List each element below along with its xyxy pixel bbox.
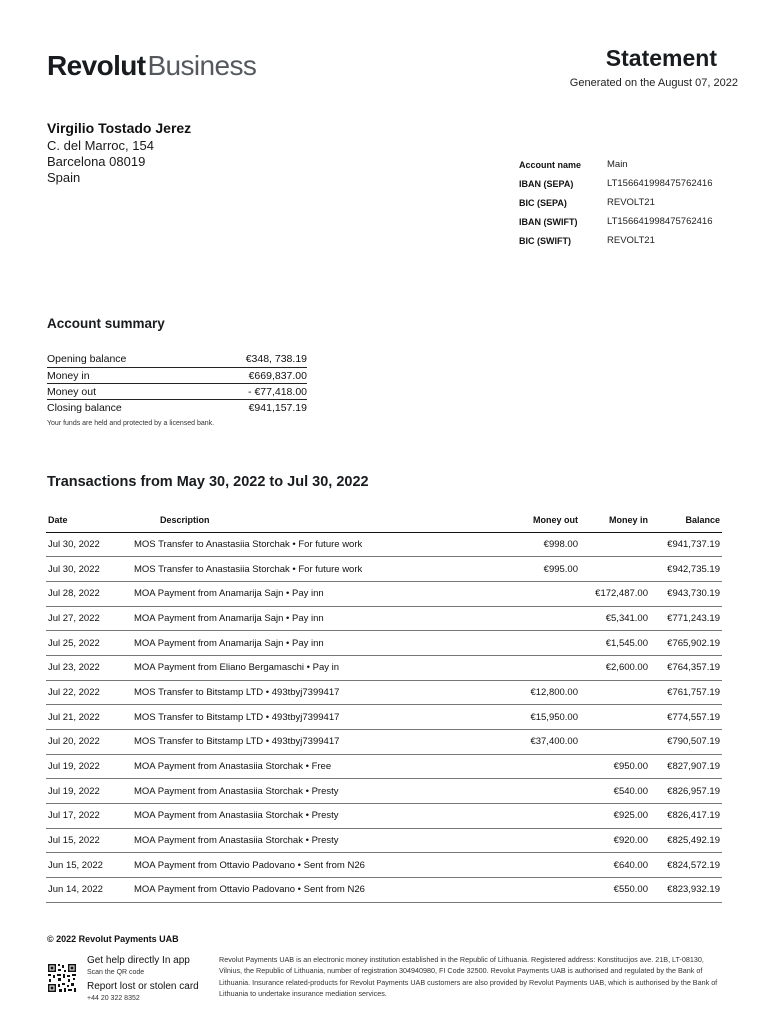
table-row (46, 532, 722, 557)
table-row (46, 853, 722, 878)
transaction-money-out: €998.00 (434, 532, 580, 557)
summary-label: Money out (47, 385, 97, 398)
transaction-money-in: €2,600.00 (580, 655, 650, 680)
transaction-balance: €774,557.19 (650, 705, 722, 730)
transaction-description: MOS Transfer to Anastasiia Storchak • For future work (134, 532, 434, 557)
account-detail-row (519, 155, 749, 174)
transaction-date: Jul 22, 2022 (46, 680, 134, 705)
transaction-money-in: €550.00 (580, 878, 650, 903)
report-card-text: Report lost or stolen card (87, 981, 199, 992)
transactions-table (46, 508, 722, 903)
transaction-date: Jul 30, 2022 (46, 557, 134, 582)
table-row (46, 557, 722, 582)
transaction-description: MOA Payment from Anastasiia Storchak • Presty (134, 828, 434, 853)
summary-value: €941,157.19 (248, 402, 307, 414)
transaction-balance: €827,907.19 (650, 754, 722, 779)
holder-name: Virgilio Tostado Jerez (47, 120, 192, 136)
transaction-money-in: €5,341.00 (580, 606, 650, 631)
transaction-money-out (434, 804, 580, 829)
summary-row-closing (47, 400, 307, 416)
page-title: Statement (605, 45, 717, 71)
transaction-money-in: €925.00 (580, 804, 650, 829)
detail-value: REVOLT21 (607, 197, 655, 208)
revolut-business-logo (47, 50, 256, 82)
transaction-money-out (434, 853, 580, 878)
transaction-date: Jul 27, 2022 (46, 606, 134, 631)
transaction-money-out: €37,400.00 (434, 730, 580, 755)
transaction-date: Jul 20, 2022 (46, 730, 134, 755)
detail-label: Account name (519, 159, 582, 170)
logo-main: Revolut (47, 50, 146, 81)
transaction-description: MOA Payment from Ottavio Padovano • Sent from N26 (134, 878, 434, 903)
table-row (46, 581, 722, 606)
column-header-description: Description (134, 508, 434, 532)
transaction-description: MOS Transfer to Bitstamp LTD • 493tbyj7399417 (134, 705, 434, 730)
transaction-money-in: €1,545.00 (580, 631, 650, 656)
account-summary-table (47, 350, 307, 416)
summary-row-opening (47, 350, 307, 368)
transaction-money-in (580, 557, 650, 582)
transaction-balance: €823,932.19 (650, 878, 722, 903)
transaction-balance: €824,572.19 (650, 853, 722, 878)
column-header-balance: Balance (650, 508, 722, 532)
transaction-description: MOA Payment from Ottavio Padovano • Sent from N26 (134, 853, 434, 878)
transaction-balance: €825,492.19 (650, 828, 722, 853)
transaction-money-in: €172,487.00 (580, 581, 650, 606)
address-line: Barcelona 08019 (47, 154, 146, 169)
scan-qr-text: Scan the QR code (87, 969, 145, 976)
summary-label: Money in (47, 369, 90, 382)
transaction-description: MOA Payment from Anastasiia Storchak • Presty (134, 804, 434, 829)
transaction-balance: €941,737.19 (650, 532, 722, 557)
transaction-date: Jul 19, 2022 (46, 754, 134, 779)
detail-value: LT156641998475762416 (607, 216, 713, 227)
table-row (46, 828, 722, 853)
summary-label: Closing balance (47, 402, 122, 414)
help-text: Get help directly In app (87, 955, 190, 966)
transaction-description: MOA Payment from Anamarija Sajn • Pay inn (134, 606, 434, 631)
transaction-balance: €790,507.19 (650, 730, 722, 755)
table-row (46, 655, 722, 680)
table-row (46, 680, 722, 705)
copyright: © 2022 Revolut Payments UAB (47, 934, 179, 944)
table-row (46, 631, 722, 656)
detail-label: IBAN (SWIFT) (519, 216, 578, 227)
transaction-date: Jul 23, 2022 (46, 655, 134, 680)
transaction-money-out (434, 655, 580, 680)
summary-value: €669,837.00 (248, 369, 307, 382)
transaction-money-out: €12,800.00 (434, 680, 580, 705)
detail-label: IBAN (SEPA) (519, 178, 574, 189)
account-detail-row (519, 193, 749, 212)
transaction-date: Jul 19, 2022 (46, 779, 134, 804)
transaction-balance: €826,417.19 (650, 804, 722, 829)
transaction-money-out (434, 606, 580, 631)
detail-value: REVOLT21 (607, 235, 655, 246)
table-row (46, 878, 722, 903)
transaction-money-in (580, 532, 650, 557)
transaction-balance: €943,730.19 (650, 581, 722, 606)
address-line: C. del Marroc, 154 (47, 138, 154, 153)
account-detail-row (519, 174, 749, 193)
transaction-money-out (434, 828, 580, 853)
account-detail-row (519, 212, 749, 231)
transactions-heading: Transactions from May 30, 2022 to Jul 30, 2022 (47, 474, 369, 490)
summary-label: Opening balance (47, 352, 127, 365)
detail-label: BIC (SEPA) (519, 197, 567, 208)
transaction-money-out (434, 779, 580, 804)
transaction-description: MOS Transfer to Bitstamp LTD • 493tbyj7399417 (134, 680, 434, 705)
column-header-money-out: Money out (434, 508, 580, 532)
transaction-description: MOA Payment from Anamarija Sajn • Pay inn (134, 631, 434, 656)
table-row (46, 705, 722, 730)
transaction-money-in: €640.00 (580, 853, 650, 878)
funds-protection-note: Your funds are held and protected by a licensed bank. (47, 420, 215, 427)
summary-value: - €77,418.00 (248, 385, 307, 398)
transaction-date: Jul 28, 2022 (46, 581, 134, 606)
transaction-date: Jul 15, 2022 (46, 828, 134, 853)
account-detail-row (519, 231, 749, 250)
table-header-row (46, 508, 722, 532)
logo-sub: Business (147, 50, 257, 81)
transaction-date: Jun 14, 2022 (46, 878, 134, 903)
summary-value: €348, 738.19 (245, 352, 307, 365)
summary-row-money-out (47, 384, 307, 400)
transaction-money-in: €540.00 (580, 779, 650, 804)
detail-label: BIC (SWIFT) (519, 235, 571, 246)
transaction-balance: €826,957.19 (650, 779, 722, 804)
table-row (46, 779, 722, 804)
account-holder (47, 120, 191, 186)
table-row (46, 730, 722, 755)
transaction-balance: €765,902.19 (650, 631, 722, 656)
transaction-description: MOA Payment from Anamarija Sajn • Pay inn (134, 581, 434, 606)
transaction-money-in (580, 730, 650, 755)
transaction-date: Jul 21, 2022 (46, 705, 134, 730)
transaction-money-in (580, 680, 650, 705)
transaction-money-in: €950.00 (580, 754, 650, 779)
transaction-date: Jul 30, 2022 (46, 532, 134, 557)
transaction-money-in (580, 705, 650, 730)
transaction-date: Jul 17, 2022 (46, 804, 134, 829)
transaction-balance: €942,735.19 (650, 557, 722, 582)
transaction-description: MOA Payment from Anastasiia Storchak • Presty (134, 779, 434, 804)
help-block (87, 955, 212, 1007)
table-row (46, 754, 722, 779)
transaction-description: MOA Payment from Eliano Bergamaschi • Pay in (134, 655, 434, 680)
transaction-date: Jul 25, 2022 (46, 631, 134, 656)
transaction-date: Jun 15, 2022 (46, 853, 134, 878)
transaction-money-out (434, 581, 580, 606)
transaction-money-out (434, 878, 580, 903)
account-summary-heading: Account summary (47, 316, 165, 331)
column-header-date: Date (46, 508, 134, 532)
transaction-money-out (434, 631, 580, 656)
qr-code-icon (47, 963, 77, 993)
account-details (519, 155, 749, 250)
transaction-money-out: €15,950.00 (434, 705, 580, 730)
transaction-description: MOA Payment from Anastasiia Storchak • Free (134, 754, 434, 779)
table-row (46, 606, 722, 631)
transaction-balance: €764,357.19 (650, 655, 722, 680)
transaction-balance: €761,757.19 (650, 680, 722, 705)
transaction-money-in: €920.00 (580, 828, 650, 853)
legal-text: Revolut Payments UAB is an electronic money institution established in the Republic of Lithuania. Registered address: Konstitucijos ave. 21B, LT-08130, Vilnius, the Republic of Lithuania, number of registration 304940980, FI Code 32500. Revolut Payments UAB is authorised and regulated by the Bank of Lithuania. Insurance related-products for Revolut Payments UAB customers are also provided by Revolut Payments UAB, which is authorised by the Bank of Lithuania to undertake insurance mediation services. (219, 955, 718, 998)
transaction-balance: €771,243.19 (650, 606, 722, 631)
summary-row-money-in (47, 368, 307, 384)
detail-value: LT156641998475762416 (607, 178, 713, 189)
column-header-money-in: Money in (580, 508, 650, 532)
address-line: Spain (47, 170, 81, 185)
phone-number: +44 20 322 8352 (87, 995, 140, 1002)
transaction-description: MOS Transfer to Bitstamp LTD • 493tbyj7399417 (134, 730, 434, 755)
generated-date: Generated on the August 07, 2022 (569, 77, 738, 89)
table-row (46, 804, 722, 829)
transaction-money-out: €995.00 (434, 557, 580, 582)
transaction-money-out (434, 754, 580, 779)
transaction-description: MOS Transfer to Anastasiia Storchak • For future work (134, 557, 434, 582)
detail-value: Main (607, 159, 628, 170)
